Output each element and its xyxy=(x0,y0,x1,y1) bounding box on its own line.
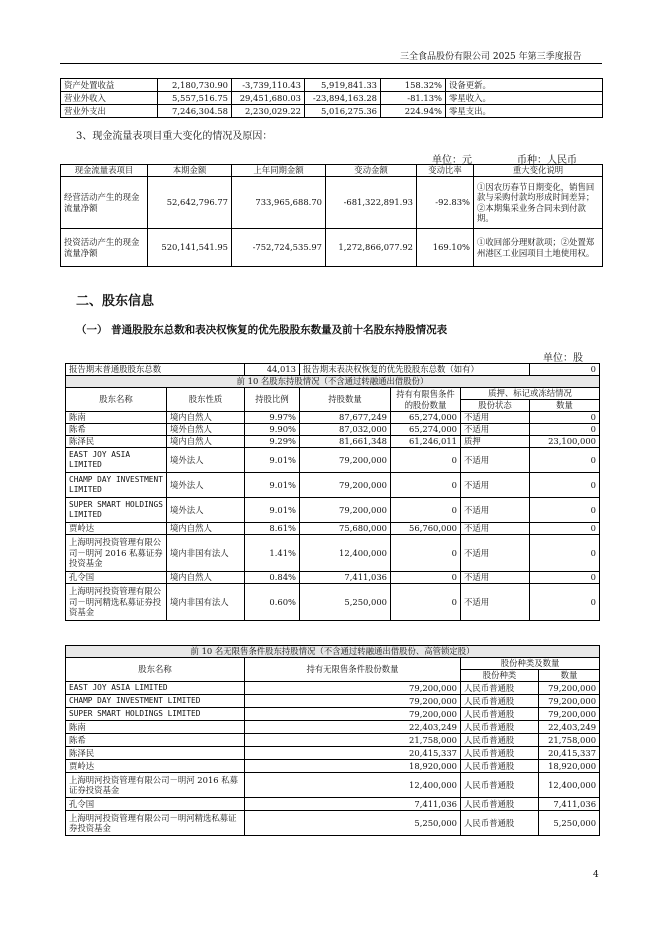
column-header: 现金流量表项目 xyxy=(61,165,148,177)
cell: 境外法人 xyxy=(167,473,245,498)
cell: 零星支出。 xyxy=(446,105,603,118)
table-row xyxy=(66,708,600,721)
cell: 境内自然人 xyxy=(167,523,245,535)
cell: 人民币普通股 xyxy=(461,798,539,811)
page-number: 4 xyxy=(593,870,599,880)
cell: 5,250,000 xyxy=(245,811,461,836)
cell: 9.90% xyxy=(245,424,300,436)
cell: 人民币普通股 xyxy=(461,760,539,773)
cell: 境内自然人 xyxy=(167,572,245,584)
cell: 陈希 xyxy=(66,424,167,436)
cell: 报告期末普通股股东总数 xyxy=(66,364,245,376)
cell: 65,274,000 xyxy=(391,412,461,424)
column-header: 股东性质 xyxy=(167,388,245,412)
cell: 0 xyxy=(391,498,461,523)
cell: 陈泽民 xyxy=(66,747,245,760)
cell: 0 xyxy=(391,448,461,473)
cell: -681,322,891.93 xyxy=(326,177,417,229)
cell: 零星收入。 xyxy=(446,92,603,105)
cashflow-heading: 3、现金流量表项目重大变化的情况及原因： xyxy=(76,131,273,142)
cell: 上海明河投资管理有限公司－明河 2016 私募证券投资基金 xyxy=(66,773,245,798)
cell: 不适用 xyxy=(461,498,530,523)
cell: 陈泽民 xyxy=(66,436,167,448)
cell: ①因农历春节日期变化，销售回款与采购付款均形成时间差异；②本期集采业务合同未到付款期。 xyxy=(474,177,603,229)
cell: -3,739,110.43 xyxy=(232,79,305,92)
cell: CHAMP DAY INVESTMENT LIMITED xyxy=(66,473,167,498)
cell: 79,200,000 xyxy=(245,682,461,695)
column-header: 变动比率 xyxy=(417,165,474,177)
cell: 0 xyxy=(391,473,461,498)
cell: 不适用 xyxy=(461,535,530,572)
table-row xyxy=(61,79,603,92)
cell: SUPER SMART HOLDINGS LIMITED xyxy=(66,498,167,523)
cell: 2,230,029.22 xyxy=(232,105,305,118)
cell: 资产处置收益 xyxy=(61,79,158,92)
table-section-title: 前 10 名股东持股情况（不含通过转融通出借股份） xyxy=(66,376,600,388)
cell: 87,032,000 xyxy=(300,424,391,436)
table-row xyxy=(66,773,600,798)
cell: -92.83% xyxy=(417,177,474,229)
cell: 0 xyxy=(530,498,600,523)
table-row xyxy=(66,747,600,760)
table-section-title: 前 10 名无限售条件股东持股情况（不含通过转融通出借股份、高管锁定股） xyxy=(66,646,600,658)
cell: 人民币普通股 xyxy=(461,734,539,747)
shareholder-table xyxy=(65,363,600,621)
cell: 5,250,000 xyxy=(300,584,391,621)
cell: 孔令国 xyxy=(66,572,167,584)
table-row xyxy=(61,229,603,267)
section-row xyxy=(66,376,600,388)
cell: 0 xyxy=(530,412,600,424)
cell: 人民币普通股 xyxy=(461,747,539,760)
cell: 人民币普通股 xyxy=(461,811,539,836)
cell: 境内非国有法人 xyxy=(167,584,245,621)
cell: 0 xyxy=(391,535,461,572)
cell: 营业外支出 xyxy=(61,105,158,118)
cell: 61,246,011 xyxy=(391,436,461,448)
cell: 境外法人 xyxy=(167,448,245,473)
cell: 79,200,000 xyxy=(539,695,600,708)
cell: 境内非国有法人 xyxy=(167,535,245,572)
column-header: 股份种类及数量 xyxy=(461,658,600,670)
cell: 81,661,348 xyxy=(300,436,391,448)
cell: 79,200,000 xyxy=(539,682,600,695)
column-header: 股东名称 xyxy=(66,388,167,412)
cell: 境内自然人 xyxy=(167,436,245,448)
column-header: 股东名称 xyxy=(66,658,245,682)
cell: 0 xyxy=(530,572,600,584)
column-header: 质押、标记或冻结情况 xyxy=(461,388,600,400)
cell: 不适用 xyxy=(461,412,530,424)
column-header: 本期金额 xyxy=(148,165,232,177)
cell: 陈希 xyxy=(66,734,245,747)
column-header: 变动金额 xyxy=(326,165,417,177)
table-row xyxy=(66,760,600,773)
column-header: 持有无限售条件股份数量 xyxy=(245,658,461,682)
cell: 5,919,841.33 xyxy=(305,79,381,92)
income-change-table xyxy=(60,78,603,118)
table-row xyxy=(66,448,600,473)
cell: 12,400,000 xyxy=(539,773,600,798)
cell: 0 xyxy=(391,584,461,621)
cell: 人民币普通股 xyxy=(461,721,539,734)
table-row xyxy=(66,535,600,572)
cell: ①收回部分理财款项；②处置郑州港区工业园项目土地使用权。 xyxy=(474,229,603,267)
cell: 9.01% xyxy=(245,498,300,523)
cell: SUPER SMART HOLDINGS LIMITED xyxy=(66,708,245,721)
table-row xyxy=(66,721,600,734)
cell: 18,920,000 xyxy=(539,760,600,773)
cell: 不适用 xyxy=(461,473,530,498)
cell: 79,200,000 xyxy=(300,473,391,498)
cell: 65,274,000 xyxy=(391,424,461,436)
cell: 上海明河投资管理有限公司－明河精选私募证券投资基金 xyxy=(66,584,167,621)
unit-label: 单位：股 xyxy=(543,353,583,364)
cell: 169.10% xyxy=(417,229,474,267)
cell: 9.01% xyxy=(245,448,300,473)
cell: 人民币普通股 xyxy=(461,773,539,798)
unit-label: 单位：元 xyxy=(432,155,472,166)
cell: 520,141,541.95 xyxy=(148,229,232,267)
cell: EAST JOY ASIA LIMITED xyxy=(66,682,245,695)
table-header-row xyxy=(66,388,600,400)
cell: 质押 xyxy=(461,436,530,448)
cell: 75,680,000 xyxy=(300,523,391,535)
cell: 经营活动产生的现金流量净额 xyxy=(61,177,148,229)
cell: 0 xyxy=(530,448,600,473)
cell: 18,920,000 xyxy=(245,760,461,773)
cashflow-table xyxy=(60,164,603,267)
cell: 不适用 xyxy=(461,523,530,535)
cell: 22,403,249 xyxy=(245,721,461,734)
subsection-title: （一） 普通股股东总数和表决权恢复的优先股股东数量及前十名股东持股情况表 xyxy=(76,324,448,336)
cell: 7,411,036 xyxy=(300,572,391,584)
cell: 陈南 xyxy=(66,721,245,734)
cell: 境内自然人 xyxy=(167,412,245,424)
cell: 人民币普通股 xyxy=(461,708,539,721)
column-header: 股份状态 xyxy=(461,400,530,412)
table-row xyxy=(66,412,600,424)
table-row xyxy=(66,734,600,747)
cell: 79,200,000 xyxy=(245,695,461,708)
column-header: 重大变化说明 xyxy=(474,165,603,177)
cell: 21,758,000 xyxy=(539,734,600,747)
table-row xyxy=(66,424,600,436)
cell: 孔令国 xyxy=(66,798,245,811)
cell: 79,200,000 xyxy=(300,448,391,473)
cell: 12,400,000 xyxy=(300,535,391,572)
cell: 29,451,680.03 xyxy=(232,92,305,105)
cell: 1,272,866,077.92 xyxy=(326,229,417,267)
cell: 224.94% xyxy=(381,105,446,118)
cell: 不适用 xyxy=(461,424,530,436)
cell: 上海明河投资管理有限公司－明河精选私募证券投资基金 xyxy=(66,811,245,836)
cell: 不适用 xyxy=(461,584,530,621)
column-header: 持有有限售条件的股份数量 xyxy=(391,388,461,412)
cell: 56,760,000 xyxy=(391,523,461,535)
table-header-row xyxy=(66,658,600,670)
cell: 陈南 xyxy=(66,412,167,424)
cell: 44,013 xyxy=(245,364,300,376)
header-rule xyxy=(60,63,602,64)
cell: CHAMP DAY INVESTMENT LIMITED xyxy=(66,695,245,708)
cell: 上海明河投资管理有限公司－明河 2016 私募证券投资基金 xyxy=(66,535,167,572)
column-header: 数量 xyxy=(530,400,600,412)
table-row xyxy=(61,92,603,105)
cell: 营业外收入 xyxy=(61,92,158,105)
cell: 23,100,000 xyxy=(530,436,600,448)
cell: 1.41% xyxy=(245,535,300,572)
cell: 人民币普通股 xyxy=(461,695,539,708)
cell: 0 xyxy=(391,572,461,584)
cell: 贾岭达 xyxy=(66,760,245,773)
table-row xyxy=(66,523,600,535)
cell: 7,411,036 xyxy=(245,798,461,811)
table-row xyxy=(61,177,603,229)
cell: 0 xyxy=(530,473,600,498)
table-row xyxy=(61,105,603,118)
cell: 0 xyxy=(530,364,600,376)
cell: 5,016,275.36 xyxy=(305,105,381,118)
cell: EAST JOY ASIA LIMITED xyxy=(66,448,167,473)
cell: 0 xyxy=(530,424,600,436)
total-row xyxy=(66,364,600,376)
cell: 人民币普通股 xyxy=(461,682,539,695)
table-row xyxy=(66,584,600,621)
cell: 52,642,796.77 xyxy=(148,177,232,229)
cell: 20,415,337 xyxy=(539,747,600,760)
cell: 5,557,516.75 xyxy=(158,92,232,105)
cell: 79,200,000 xyxy=(300,498,391,523)
cell: 不适用 xyxy=(461,448,530,473)
cell: 733,965,688.70 xyxy=(232,177,326,229)
table-row xyxy=(66,811,600,836)
cell: 不适用 xyxy=(461,572,530,584)
cell: 贾岭达 xyxy=(66,523,167,535)
table-row xyxy=(66,473,600,498)
currency-label: 币种：人民币 xyxy=(517,155,577,166)
cell: 0 xyxy=(530,523,600,535)
cell: 8.61% xyxy=(245,523,300,535)
column-header: 持股数量 xyxy=(300,388,391,412)
cell: 9.29% xyxy=(245,436,300,448)
table-row xyxy=(66,572,600,584)
cell: 0.84% xyxy=(245,572,300,584)
cell: 0 xyxy=(530,535,600,572)
cell: 0 xyxy=(530,584,600,621)
cell: 7,246,304.58 xyxy=(158,105,232,118)
cell: 9.01% xyxy=(245,473,300,498)
column-header: 上年同期金额 xyxy=(232,165,326,177)
cell: 79,200,000 xyxy=(539,708,600,721)
cell: 22,403,249 xyxy=(539,721,600,734)
cell: 境外法人 xyxy=(167,498,245,523)
section-row xyxy=(66,646,600,658)
section-title: 二、股东信息 xyxy=(76,294,155,309)
cell: 投资活动产生的现金流量净额 xyxy=(61,229,148,267)
cell: 87,677,249 xyxy=(300,412,391,424)
table-row xyxy=(66,436,600,448)
table-row xyxy=(66,798,600,811)
table-header-row xyxy=(61,165,603,177)
cell: 7,411,036 xyxy=(539,798,600,811)
cell: 9.97% xyxy=(245,412,300,424)
cell: -81.13% xyxy=(381,92,446,105)
cell: 12,400,000 xyxy=(245,773,461,798)
table-row xyxy=(66,682,600,695)
cell: 21,758,000 xyxy=(245,734,461,747)
column-header: 持股比例 xyxy=(245,388,300,412)
cell: -752,724,535.97 xyxy=(232,229,326,267)
table-row xyxy=(66,695,600,708)
page-header: 三全食品股份有限公司 2025 年第三季度报告 xyxy=(400,52,582,62)
unrestricted-table xyxy=(65,645,600,836)
cell: 报告期末表决权恢复的优先股股东总数（如有） xyxy=(300,364,530,376)
cell: 设备更新。 xyxy=(446,79,603,92)
cell: -23,894,163.28 xyxy=(305,92,381,105)
cell: 20,415,337 xyxy=(245,747,461,760)
cell: 158.32% xyxy=(381,79,446,92)
cell: 5,250,000 xyxy=(539,811,600,836)
cell: 0.60% xyxy=(245,584,300,621)
column-header: 股份种类 xyxy=(461,670,539,682)
column-header: 数量 xyxy=(539,670,600,682)
cell: 境外自然人 xyxy=(167,424,245,436)
table-row xyxy=(66,498,600,523)
cell: 2,180,730.90 xyxy=(158,79,232,92)
cell: 79,200,000 xyxy=(245,708,461,721)
